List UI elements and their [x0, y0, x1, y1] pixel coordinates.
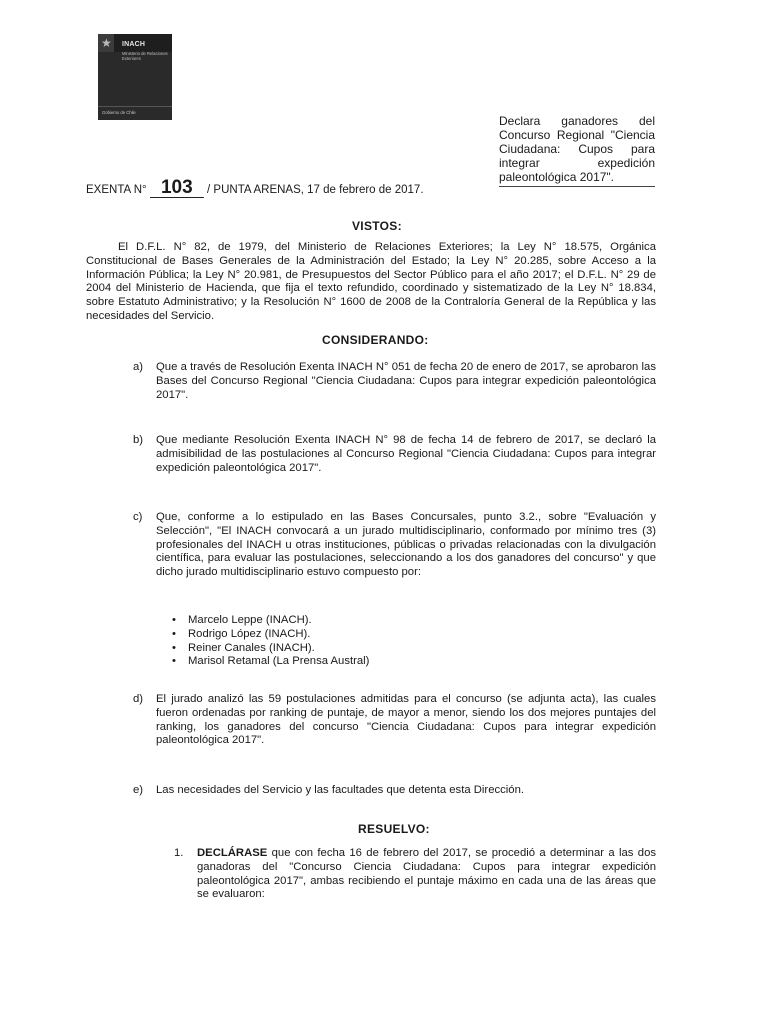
resuelvo-heading: RESUELVO: [358, 822, 430, 836]
item-a-text: Que a través de Resolución Exenta INACH N° 051 de fecha 20 de enero de 2017, se aprobaron las Bases del Concurso Regional "Ciencia Ciudadana: Cupos para integrar expedición paleontológica 2017". [156, 361, 656, 401]
list-item: • Reiner Canales (INACH). [172, 642, 369, 656]
item-a-label: a) [133, 361, 144, 373]
resuelvo-item-1-body: que con fecha 16 de febrero del 2017, se procedió a determinar a las dos ganadoras del "Concurso Ciencia Ciudadana: Cupos para integrar expedición paleontológica 2017", ambas recibiendo el puntaje máximo en cada una de las áreas que se evaluaron: [197, 847, 656, 901]
item-d-text: El jurado analizó las 59 postulaciones admitidas para el concurso (se adjunta acta), las cuales fueron ordenadas por ranking de puntaje, de mayor a menor, siendo los dos mejores puntajes del ranking, los ganadores del concurso "Ciencia Ciudadana: Cupos para integrar expedición paleontológica 2017". [156, 693, 656, 747]
item-c-label: c) [133, 511, 143, 523]
considerando-heading: CONSIDERANDO: [322, 333, 429, 347]
logo-name: INACH [122, 41, 146, 48]
place-date: / PUNTA ARENAS, 17 de febrero de 2017. [207, 184, 424, 196]
jury-list [172, 614, 369, 669]
logo-subtitle: Ministerio de Relaciones Exteriores [122, 51, 168, 61]
star-icon: ★ [101, 36, 112, 50]
vistos-text: El D.F.L. N° 82, de 1979, del Ministerio de Relaciones Exteriores; la Ley N° 18.575, Orgánica Constitucional de Bases Generales de la Administración del Estado; la Ley N° 20.285, sobre Acceso a la Información Pública; la Ley N° 20.981, de Presupuestos del Sector Público para el año 2017; el D.F.L. N° 29 de 2004 del Ministerio de Hacienda, que fija el texto refundido, coordinado y sistematizado de la Ley N° 18.834, sobre Estatuto Administrativo; y la Resolución N° 1600 de 2008 de la Contraloría General de la República y las necesidades del Servicio. [86, 241, 656, 322]
logo-government: Gobierno de Chile [102, 110, 136, 115]
resuelvo-item-1-label: 1. [174, 847, 184, 859]
item-d-label: d) [133, 693, 144, 705]
logo-divider [98, 106, 172, 107]
list-item: • Marisol Retamal (La Prensa Austral) [172, 655, 369, 669]
vistos-heading: VISTOS: [352, 219, 402, 233]
list-item: • Marcelo Leppe (INACH). [172, 614, 369, 628]
inach-logo [98, 34, 172, 120]
item-e-text: Las necesidades del Servicio y las facultades que detenta esta Dirección. [156, 784, 524, 796]
resuelvo-item-1-text [197, 847, 656, 902]
list-item: • Rodrigo López (INACH). [172, 628, 369, 642]
resolution-number: 103 [150, 179, 204, 198]
declarase-keyword: DECLÁRASE [197, 847, 268, 859]
item-b-label: b) [133, 434, 144, 446]
item-b-text: Que mediante Resolución Exenta INACH N° 98 de fecha 14 de febrero de 2017, se declaró la admisibilidad de las postulaciones al Concurso Regional "Ciencia Ciudadana: Cupos para integrar expedición paleontológica 2017". [156, 434, 656, 474]
item-c-text: Que, conforme a lo estipulado en las Bases Concursales, punto 3.2., sobre "Evaluación y Selección", "El INACH convocará a un jurado multidisciplinario, conformado por mínimo tres (3) profesionales del INACH u otras instituciones, públicas o privadas relacionadas con la divulgación científica, para evaluar las postulaciones, seleccionando a los dos ganadores del concurso" y que dicho jurado multidisciplinario estuvo compuesto por: [156, 511, 656, 579]
item-e-label: e) [133, 784, 144, 796]
resolution-summary: Declara ganadores del Concurso Regional "Ciencia Ciudadana: Cupos para integrar expedición paleontológica 2017". [499, 114, 655, 187]
exenta-prefix: EXENTA N° [86, 184, 147, 196]
resolution-number-line [86, 179, 424, 198]
